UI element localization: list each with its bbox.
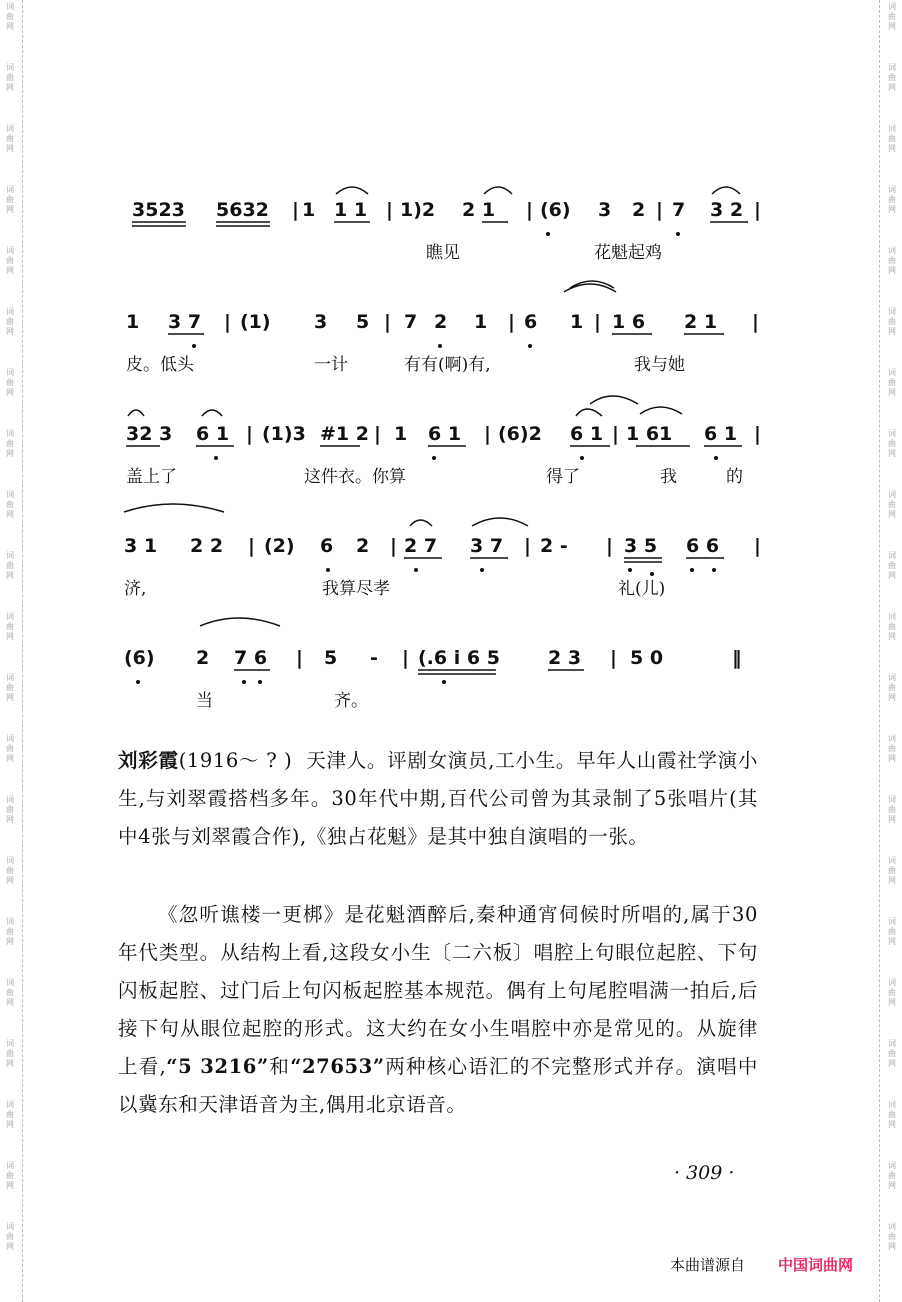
note: 6 [524, 311, 538, 333]
barline: | [484, 423, 491, 445]
lyric: 齐。 [334, 691, 368, 711]
page-number: · 309 · [674, 1162, 735, 1184]
note: (.6 i 6 5 [418, 647, 500, 669]
note: - [370, 647, 378, 669]
note: 3 [598, 199, 612, 221]
note: 1 [394, 423, 408, 445]
watermark-stamp: 词 曲 网 [888, 795, 896, 824]
lyric: 我与她 [634, 355, 685, 375]
barline: | [612, 423, 619, 445]
lyric: 这件衣。你算 [304, 467, 406, 487]
watermark-stamp: 词 曲 网 [6, 2, 14, 31]
barline: | [508, 311, 515, 333]
note: 5 0 [630, 647, 664, 669]
barline: | [384, 311, 391, 333]
note: #1 2 [320, 423, 369, 445]
performer-years: (1916～ ? ) [178, 749, 293, 772]
barline: | [248, 535, 255, 557]
watermark-stamp: 词 曲 网 [888, 978, 896, 1007]
note: 2 7 [404, 535, 438, 557]
note: 3523 [132, 199, 185, 221]
note: 6 1 [570, 423, 604, 445]
note: 3 1 [124, 535, 158, 557]
note: 2 1 [684, 311, 718, 333]
watermark-stamp: 词 曲 网 [888, 124, 896, 153]
watermark-stamp: 词 曲 网 [888, 612, 896, 641]
note: (1) [240, 311, 271, 333]
barline: | [386, 199, 393, 221]
final-barline: ‖ [732, 647, 742, 669]
note: 6 1 [704, 423, 738, 445]
lyric: 我算尽孝 [322, 579, 390, 599]
watermark-stamp: 词 曲 网 [6, 185, 14, 214]
note: 7 [404, 311, 418, 333]
lyric: 有有(啊)有, [404, 355, 491, 375]
note: 2 [356, 535, 370, 557]
watermark-stamp: 词 曲 网 [6, 612, 14, 641]
watermark-stamp: 词 曲 网 [6, 734, 14, 763]
watermark-stamp: 词 曲 网 [6, 1161, 14, 1190]
watermark-stamp: 词 曲 网 [6, 63, 14, 92]
note: 1 [474, 311, 488, 333]
watermark-stamp: 词 曲 网 [888, 246, 896, 275]
lyric: 一计 [314, 355, 348, 375]
watermark-stamp: 词 曲 网 [888, 1100, 896, 1129]
barline: | [402, 647, 409, 669]
right-watermark-strip [879, 0, 902, 1302]
lyric: 当 [196, 691, 213, 711]
note: 5 [324, 647, 338, 669]
watermark-stamp: 词 曲 网 [888, 856, 896, 885]
note: 6 1 [196, 423, 230, 445]
barline: | [594, 311, 601, 333]
lyric: 花魁起鸡 [594, 243, 662, 263]
watermark-stamp: 词 曲 网 [888, 1161, 896, 1190]
note: (6) [540, 199, 571, 221]
note: 2 [632, 199, 646, 221]
watermark-stamp: 词 曲 网 [888, 1222, 896, 1251]
watermark-stamp: 词 曲 网 [888, 490, 896, 519]
barline: | [610, 647, 617, 669]
barline: | [754, 423, 761, 445]
note: 2 3 [548, 647, 582, 669]
note: (1)3 [262, 423, 306, 445]
note: 1 [570, 311, 584, 333]
watermark-stamp: 词 曲 网 [888, 1039, 896, 1068]
watermark-stamp: 词 曲 网 [6, 978, 14, 1007]
watermark-stamp: 词 曲 网 [6, 856, 14, 885]
motif-joiner: 和 [268, 1055, 291, 1078]
source-label: 本曲谱源自 [670, 1256, 746, 1274]
analysis-text-end: 两种核心语汇的不完整形式并存。演唱中以冀东和天津语音为主,偶用北京语音。 [118, 1055, 758, 1116]
watermark-stamp: 词 曲 网 [6, 429, 14, 458]
barline: | [296, 647, 303, 669]
watermark-stamp: 词 曲 网 [6, 551, 14, 580]
watermark-stamp: 词 曲 网 [6, 1039, 14, 1068]
note: 3 7 [470, 535, 504, 557]
watermark-stamp: 词 曲 网 [888, 307, 896, 336]
note: 2 [434, 311, 448, 333]
note: 2 - [540, 535, 568, 557]
barline: | [656, 199, 663, 221]
note: (6)2 [498, 423, 542, 445]
note: 3 [314, 311, 328, 333]
note: 7 [672, 199, 686, 221]
biography-text: 天津人。评剧女演员,工小生。早年人山霞社学演小生,与刘翠霞搭档多年。30年代中期,百代公司曾为其录制了5张唱片(其中4张与刘翠霞合作),《独占花魁》是其中独自演唱的一张。 [118, 749, 758, 848]
watermark-stamp: 词 曲 网 [888, 734, 896, 763]
watermark-stamp: 词 曲 网 [6, 1100, 14, 1129]
watermark-stamp: 词 曲 网 [888, 551, 896, 580]
watermark-stamp: 词 曲 网 [888, 2, 896, 31]
analysis-paragraph [118, 896, 758, 1124]
motif-1: “5 3216” [166, 1055, 269, 1078]
source-site-link[interactable]: 中国词曲网 [778, 1256, 854, 1274]
lyric: 礼(儿) [618, 579, 666, 599]
lyric: 我 [660, 467, 677, 487]
watermark-stamp: 词 曲 网 [888, 63, 896, 92]
note: 1 61 [626, 423, 673, 445]
lyric: 皮。低头 [126, 355, 194, 375]
note: 1)2 [400, 199, 436, 221]
note: 32 3 [126, 423, 173, 445]
lyric: 盖上了 [126, 467, 177, 487]
note: 1 [302, 199, 316, 221]
watermark-stamp: 词 曲 网 [888, 185, 896, 214]
watermark-stamp: 词 曲 网 [6, 246, 14, 275]
note: 6 6 [686, 535, 720, 557]
watermark-stamp: 词 曲 网 [888, 368, 896, 397]
lyric: 的 [726, 467, 743, 487]
score-line-5 [110, 644, 770, 754]
note: 1 1 [334, 199, 368, 221]
barline: | [524, 535, 531, 557]
note: 5632 [216, 199, 269, 221]
lyric: 得了 [546, 467, 580, 487]
note: 3 2 [710, 199, 744, 221]
note: 1 6 [612, 311, 646, 333]
note: (2) [264, 535, 295, 557]
watermark-stamp: 词 曲 网 [6, 673, 14, 702]
motif-2: “27653” [290, 1055, 385, 1078]
barline: | [292, 199, 299, 221]
note: 6 1 [428, 423, 462, 445]
barline: | [526, 199, 533, 221]
watermark-stamp: 词 曲 网 [6, 795, 14, 824]
barline: | [246, 423, 253, 445]
watermark-stamp: 词 曲 网 [6, 124, 14, 153]
note: 2 1 [462, 199, 496, 221]
lyric: 瞧见 [426, 243, 460, 263]
watermark-stamp: 词 曲 网 [888, 917, 896, 946]
barline: | [752, 311, 759, 333]
note: (6) [124, 647, 155, 669]
watermark-stamp: 词 曲 网 [6, 1222, 14, 1251]
biography-paragraph [118, 742, 758, 856]
left-watermark-strip [0, 0, 23, 1302]
note: 3 5 [624, 535, 658, 557]
performer-name: 刘彩霞 [118, 749, 179, 772]
lyric: 济, [124, 579, 147, 599]
watermark-stamp: 词 曲 网 [6, 917, 14, 946]
analysis-text: 《忽听谯楼一更梆》是花魁酒醉后,秦种通宵伺候时所唱的,属于30年代类型。从结构上看,这段女小生〔二六板〕唱腔上句眼位起腔、下句闪板起腔、过门后上句闪板起腔基本规范。偶有上句尾腔唱满一拍后,后接下句从眼位起腔的形式。这大约在女小生唱腔中亦是常见的。从旋律上看, [118, 903, 758, 1078]
note: 7 6 [234, 647, 268, 669]
note: 2 [196, 647, 210, 669]
note: 1 [126, 311, 140, 333]
barline: | [374, 423, 381, 445]
note: 5 [356, 311, 370, 333]
barline: | [754, 199, 761, 221]
barline: | [390, 535, 397, 557]
note: 6 [320, 535, 334, 557]
note: 2 2 [190, 535, 224, 557]
watermark-stamp: 词 曲 网 [6, 368, 14, 397]
watermark-stamp: 词 曲 网 [6, 490, 14, 519]
watermark-stamp: 词 曲 网 [888, 673, 896, 702]
barline: | [606, 535, 613, 557]
note: 3 7 [168, 311, 202, 333]
barline: | [224, 311, 231, 333]
watermark-stamp: 词 曲 网 [6, 307, 14, 336]
watermark-stamp: 词 曲 网 [888, 429, 896, 458]
barline: | [754, 535, 761, 557]
